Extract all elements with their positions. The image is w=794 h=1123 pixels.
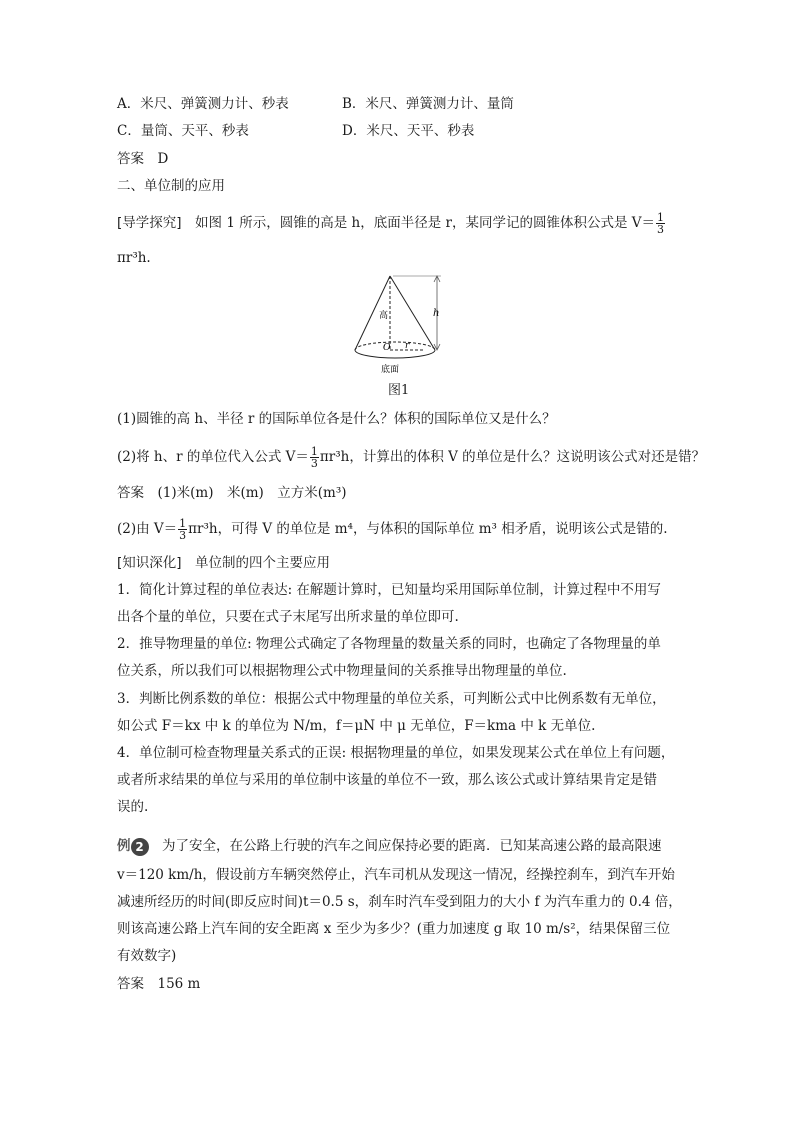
inquiry-formula-tail: πr³h.: [117, 250, 151, 266]
cone-base-front: [355, 350, 435, 358]
option-a: A．米尺、弹簧测力计、秒表: [117, 96, 289, 112]
q2-fraction: [310, 446, 319, 469]
knowledge-tag: [知识深化]: [117, 555, 182, 571]
label-height: 高: [379, 311, 389, 321]
label-r: r: [405, 341, 410, 351]
knowledge-line: 位关系，所以我们可以根据物理公式中物理量间的关系推导出物理量的单位.: [117, 663, 567, 679]
knowledge-line: 3．判断比例系数的单位：根据公式中物理量的单位关系，可判断公式中比例系数有无单位，: [117, 691, 666, 707]
fraction-numerator: 1: [179, 517, 187, 530]
label-o: O: [383, 343, 391, 353]
option-d: D．米尺、天平、秒表: [342, 123, 475, 139]
fraction-denominator: 3: [657, 223, 664, 236]
figure-caption: 图1: [388, 383, 410, 398]
example-first-line: [117, 836, 662, 856]
question-2: [117, 446, 705, 469]
knowledge-heading: [117, 553, 330, 573]
fraction-numerator: 1: [310, 445, 318, 458]
knowledge-line: 如公式 F＝kx 中 k 的单位为 N/m，f＝μN 中 μ 无单位，F＝kma 中 k 无单位.: [117, 718, 596, 734]
answer-2-line-2: [117, 518, 668, 541]
label-h: h: [433, 308, 440, 319]
fraction-denominator: 3: [310, 457, 318, 470]
knowledge-line: 1．简化计算过程的单位表达: 在解题计算时，已知量均采用国际单位制，计算过程中不用写: [117, 582, 661, 598]
a2-fraction: [178, 518, 187, 541]
knowledge-line: 2．推导物理量的单位: 物理公式确定了各物理量的数量关系的同时，也确定了各物理量的单: [117, 636, 661, 652]
question-2-end: πr³h，计算出的体积 V 的单位是什么？这说明该公式对还是错？: [319, 449, 706, 465]
answer-2-line-1: 答案 (1)米(m) 米(m) 立方米(m³): [117, 485, 347, 501]
knowledge-line: 4．单位制可检查物理量关系式的正误: 根据物理量的单位，如果发现某公式在单位上有问题，: [117, 745, 675, 761]
cone-figure: [345, 270, 455, 378]
cone-base-back: [355, 342, 435, 350]
question-2-start: (2)将 h、r 的单位代入公式 V＝: [117, 449, 309, 465]
example-answer: 答案 156 m: [117, 976, 201, 992]
example-number-badge: 2: [131, 838, 149, 856]
inquiry-fraction: [656, 212, 665, 235]
label-base: 底面: [381, 365, 400, 375]
cone-right-edge: [390, 276, 435, 350]
knowledge-line: 出各个量的单位，只要在式子末尾写出所求量的单位即可.: [117, 609, 459, 625]
example-line: 有效数字): [117, 948, 177, 964]
option-b: B．米尺、弹簧测力计、量筒: [342, 96, 514, 112]
answer-1: 答案 D: [117, 151, 169, 167]
example-line: v＝120 km/h，假设前方车辆突然停止，汽车司机从发现这一情况，经操控刹车，到汽车开始: [117, 867, 675, 883]
answer-2-start: (2)由 V＝: [117, 521, 178, 537]
fraction-numerator: 1: [657, 211, 664, 224]
inquiry-text: 如图 1 所示，圆锥的高是 h，底面半径是 r，某同学记的圆锥体积公式是 V＝: [181, 215, 655, 231]
example-label: 例: [117, 838, 131, 854]
example-line: 则该高速公路上汽车间的安全距离 x 至少为多少？(重力加速度 g 取 10 m/s²，结果保留三位: [117, 921, 671, 937]
knowledge-line: 或者所求结果的单位与采用的单位制中该量的单位不一致，那么该公式或计算结果肯定是错: [117, 772, 657, 788]
knowledge-title: 单位制的四个主要应用: [181, 555, 331, 571]
answer-2-end: πr³h，可得 V 的单位是 m⁴，与体积的国际单位 m³ 相矛盾，说明该公式是错的.: [188, 521, 668, 537]
inquiry-tag: [导学探究]: [117, 215, 182, 231]
inquiry-line: [117, 212, 666, 235]
question-1: (1)圆锥的高 h、半径 r 的国际单位各是什么？体积的国际单位又是什么？: [117, 411, 556, 427]
section-title: 二、单位制的应用: [117, 178, 225, 194]
knowledge-line: 误的.: [117, 799, 149, 815]
example-text: 为了安全，在公路上行驶的汽车之间应保持必要的距离．已知某高速公路的最高限速: [148, 838, 662, 854]
fraction-denominator: 3: [179, 529, 187, 542]
example-line: 减速所经历的时间(即反应时间)t＝0.5 s，刹车时汽车受到阻力的大小 f 为汽车重力的 0.4 倍，: [117, 894, 682, 910]
option-c: C．量筒、天平、秒表: [117, 123, 249, 139]
